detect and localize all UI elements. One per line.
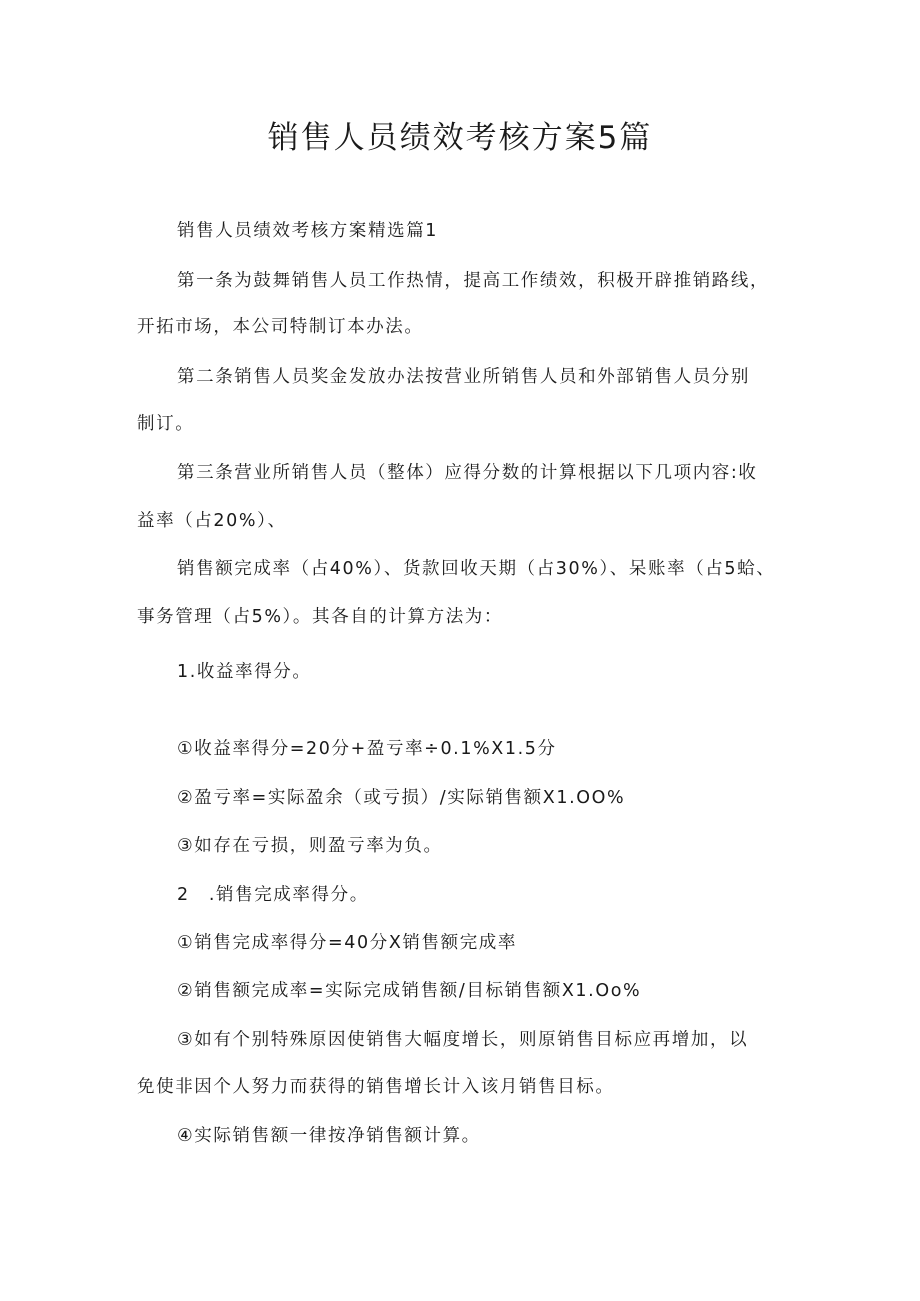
paragraph-line: 益率（占20%）、 <box>137 511 287 531</box>
paragraph-line: 第一条为鼓舞销售人员工作热情，提高工作绩效，积极开辟推销路线， <box>177 271 770 291</box>
paragraph-line: 制订。 <box>137 414 195 434</box>
list-item: ④实际销售额一律按净销售额计算。 <box>177 1126 481 1146</box>
list-item: ③如有个别特殊原因使销售大幅度增长，则原销售目标应再增加，以 <box>177 1030 749 1050</box>
paragraph-line: 事务管理（占5%）。其各自的计算方法为： <box>137 607 504 627</box>
paragraph-line: 开拓市场，本公司特制订本办法。 <box>137 317 424 337</box>
list-heading: 2 .销售完成率得分。 <box>177 885 369 905</box>
paragraph-line: 第三条营业所销售人员（整体）应得分数的计算根据以下几项内容:收 <box>177 463 758 483</box>
page-title: 销售人员绩效考核方案5篇 <box>267 120 653 156</box>
paragraph-line: 免使非因个人努力而获得的销售增长计入该月销售目标。 <box>137 1077 615 1097</box>
list-heading: 1.收益率得分。 <box>177 662 312 682</box>
list-item: ②销售额完成率=实际完成销售额/目标销售额X1.Oo% <box>177 981 642 1001</box>
list-item: ③如存在亏损，则盈亏率为负。 <box>177 836 443 856</box>
paragraph-line: 第二条销售人员奖金发放办法按营业所销售人员和外部销售人员分别 <box>177 367 750 387</box>
list-item: ①收益率得分=20分+盈亏率÷0.1%X1.5分 <box>177 739 557 759</box>
section-heading: 销售人员绩效考核方案精选篇1 <box>177 221 439 241</box>
list-item: ②盈亏率=实际盈余（或亏损）/实际销售额X1.OO% <box>177 788 626 808</box>
paragraph-line: 销售额完成率（占40%）、货款回收天期（占30%）、呆账率（占5蛤、 <box>177 559 776 579</box>
list-item: ①销售完成率得分=40分X销售额完成率 <box>177 933 518 953</box>
